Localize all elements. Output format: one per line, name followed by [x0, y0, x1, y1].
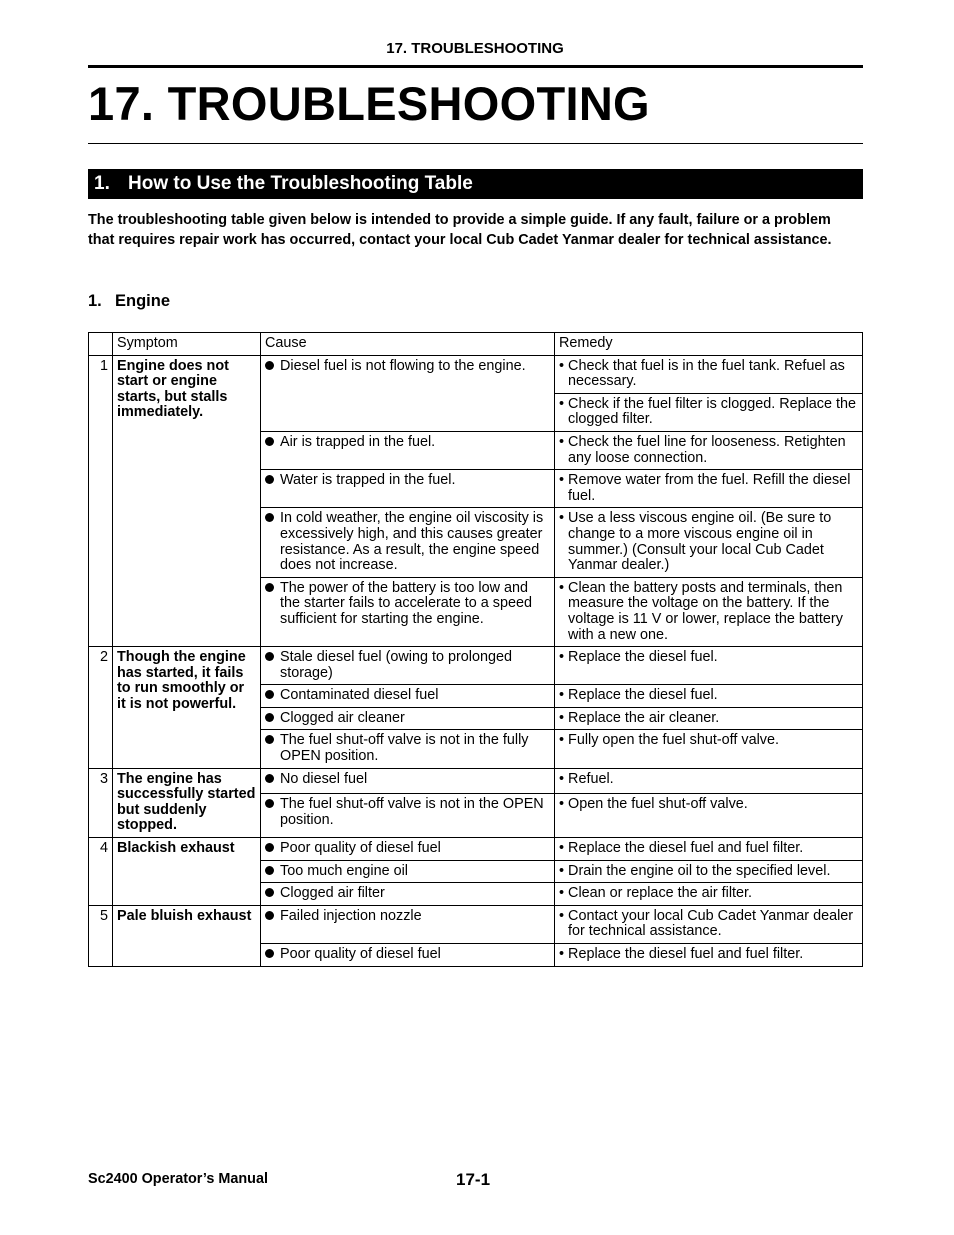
remedy-text: Clean the battery posts and terminals, then measure the voltage on the battery. If the voltage is 11 V or lower, replace the battery with a new one.: [568, 579, 843, 643]
section-title: How to Use the Troubleshooting Table: [128, 173, 473, 194]
cause-text: Clogged air filter: [280, 885, 385, 902]
remedy-cell: [555, 508, 863, 577]
remedy-cell: [555, 470, 863, 508]
remedy-text: Replace the diesel fuel and fuel filter.: [568, 840, 804, 857]
cause-text: Diesel fuel is not flowing to the engine.: [280, 357, 526, 374]
cause-item: [265, 473, 550, 489]
header-rule: [88, 65, 863, 68]
cause-cell: [261, 707, 555, 730]
remedy-text: Drain the engine oil to the specified level.: [568, 862, 831, 879]
bullet-icon: [265, 583, 274, 592]
remedy-cell: [555, 685, 863, 708]
chapter-title: 17. TROUBLESHOOTING: [88, 77, 650, 130]
remedy-cell: [555, 393, 863, 431]
remedy-cell: [555, 860, 863, 883]
remedy-cell: [555, 905, 863, 943]
bullet-icon: [265, 888, 274, 897]
cause-cell: [261, 730, 555, 768]
cause-item: [265, 435, 550, 451]
remedy-text: Contact your local Cub Cadet Yanmar dealer for technical assistance.: [568, 907, 854, 940]
cause-cell: [261, 860, 555, 883]
symptom-cell: Blackish exhaust: [113, 838, 261, 906]
remedy-item: • Replace the diesel fuel and fuel filter.: [559, 946, 804, 962]
subsection-heading: [88, 292, 170, 311]
cause-text: The power of the battery is too low and the starter fails to accelerate to a speed sufficient for starting the engine.: [280, 579, 532, 627]
header-no: [89, 333, 113, 356]
cause-cell: [261, 905, 555, 943]
header-cause: Cause: [261, 333, 555, 356]
cause-cell: [261, 508, 555, 577]
intro-paragraph: The troubleshooting table given below is intended to provide a simple guide. If any fault, failure or a problem that requires repair work has occurred, contact your local Cub Cadet Yanmar dealer for technical assistance.: [88, 212, 832, 248]
remedy-text: Fully open the fuel shut-off valve.: [568, 732, 779, 749]
cause-text: Water is trapped in the fuel.: [280, 472, 456, 489]
cause-item: [265, 688, 550, 704]
remedy-cell: [555, 577, 863, 646]
table-row: [89, 838, 863, 861]
table-row: [89, 355, 863, 393]
bullet-icon: [265, 735, 274, 744]
bullet-icon: [265, 949, 274, 958]
cause-cell: [261, 883, 555, 906]
remedy-item: • Replace the air cleaner.: [559, 709, 720, 726]
bullet-icon: [265, 799, 274, 808]
remedy-cell: [555, 355, 863, 393]
remedy-item: • Replace the diesel fuel.: [559, 687, 718, 704]
remedy-cell: [555, 431, 863, 469]
header-remedy: Remedy: [555, 333, 863, 356]
remedy-text: Open the fuel shut-off valve.: [568, 796, 748, 813]
remedy-text: Refuel.: [568, 770, 614, 787]
remedy-text: Check if the fuel filter is clogged. Replace the clogged filter.: [568, 395, 857, 428]
table-body: [89, 333, 863, 967]
cause-text: Stale diesel fuel (owing to prolonged storage): [280, 649, 512, 681]
cause-cell: [261, 431, 555, 469]
remedy-item: • Check the fuel line for looseness. Retighten any loose connection.: [559, 433, 846, 466]
table-row: [89, 647, 863, 685]
bullet-icon: [265, 911, 274, 920]
troubleshooting-table: [88, 332, 863, 967]
cause-text: No diesel fuel: [280, 770, 368, 787]
remedy-item: • Open the fuel shut-off valve.: [559, 796, 748, 813]
remedy-item: • Drain the engine oil to the specified level.: [559, 862, 831, 879]
section-heading: [88, 169, 863, 199]
cause-text: In cold weather, the engine oil viscosity is excessively high, and this causes greater resistance. As a result, the engine speed does not increase.: [280, 510, 544, 574]
cause-cell: [261, 685, 555, 708]
remedy-text: Check the fuel line for looseness. Retighten any loose connection.: [568, 433, 846, 466]
symptom-cell: Though the engine has started, it fails to run smoothly or it is not powerful.: [113, 647, 261, 769]
row-number: 4: [89, 838, 113, 906]
cause-item: [265, 886, 550, 902]
cause-text: Poor quality of diesel fuel: [280, 840, 441, 857]
remedy-item: • Refuel.: [559, 770, 614, 787]
cause-cell: [261, 768, 555, 794]
cause-cell: [261, 794, 555, 838]
remedy-item: • Remove water from the fuel. Refill the diesel fuel.: [559, 472, 851, 504]
bullet-icon: [265, 690, 274, 699]
bullet-icon: [265, 513, 274, 522]
cause-item: [265, 711, 550, 727]
table-row: [89, 768, 863, 794]
subsection-number: 1.: [88, 292, 102, 310]
cause-item: [265, 797, 550, 828]
remedy-cell: [555, 794, 863, 838]
bullet-icon: [265, 843, 274, 852]
cause-text: Contaminated diesel fuel: [280, 687, 439, 704]
cause-cell: [261, 355, 555, 431]
footer-page-number: 17-1: [456, 1170, 491, 1189]
remedy-text: Use a less viscous engine oil. (Be sure to change to a more viscous engine oil in summer.) (Consult your local Cub Cadet Yanmar dealer.): [568, 510, 832, 574]
bullet-icon: [265, 361, 274, 370]
cause-text: The fuel shut-off valve is not in the fully OPEN position.: [280, 732, 529, 765]
remedy-item: • Clean or replace the air filter.: [559, 885, 753, 902]
row-number: 3: [89, 768, 113, 837]
remedy-cell: [555, 883, 863, 906]
cause-text: Air is trapped in the fuel.: [280, 433, 436, 450]
remedy-cell: [555, 944, 863, 967]
symptom-cell: Engine does not start or engine starts, but stalls immediately.: [113, 355, 261, 647]
remedy-text: Remove water from the fuel. Refill the diesel fuel.: [568, 472, 851, 504]
running-header: 17. TROUBLESHOOTING: [386, 40, 564, 57]
cause-text: Poor quality of diesel fuel: [280, 946, 441, 962]
cause-item: [265, 864, 550, 880]
remedy-text: Replace the air cleaner.: [568, 709, 720, 726]
bullet-icon: [265, 866, 274, 875]
bullet-icon: [265, 774, 274, 783]
cause-item: [265, 841, 550, 857]
remedy-cell: [555, 768, 863, 794]
subsection-title: Engine: [115, 292, 171, 310]
cause-cell: [261, 944, 555, 967]
remedy-item: • Fully open the fuel shut-off valve.: [559, 732, 779, 749]
remedy-item: • Replace the diesel fuel and fuel filter.: [559, 840, 804, 857]
remedy-item: • Check if the fuel filter is clogged. Replace the clogged filter.: [559, 395, 857, 428]
symptom-cell: Pale bluish exhaust: [113, 905, 261, 966]
row-number: 2: [89, 647, 113, 769]
row-number: 1: [89, 355, 113, 647]
cause-item: [265, 581, 550, 628]
cause-cell: [261, 577, 555, 646]
table-row: [89, 905, 863, 943]
remedy-cell: [555, 707, 863, 730]
symptom-cell: The engine has successfully started but suddenly stopped.: [113, 768, 261, 837]
cause-item: [265, 359, 550, 375]
cause-item: [265, 909, 550, 925]
row-number: 5: [89, 905, 113, 966]
remedy-item: • Replace the diesel fuel.: [559, 649, 718, 666]
cause-text: Clogged air cleaner: [280, 709, 405, 726]
remedy-item: • Use a less viscous engine oil. (Be sure to change to a more viscous engine oil in summer.) (Consult your local Cub Cadet Yanmar dealer.): [559, 510, 832, 574]
footer-manual-name: Sc2400 Operator’s Manual: [88, 1171, 268, 1187]
cause-text: Too much engine oil: [280, 862, 408, 879]
cause-item: [265, 511, 550, 573]
remedy-item: • Check that fuel is in the fuel tank. Refuel as necessary.: [559, 357, 845, 390]
cause-item: [265, 947, 550, 963]
cause-cell: [261, 470, 555, 508]
cause-item: [265, 733, 550, 764]
remedy-text: Replace the diesel fuel.: [568, 649, 718, 666]
bullet-icon: [265, 475, 274, 484]
remedy-cell: [555, 647, 863, 685]
title-rule: [88, 143, 863, 144]
remedy-text: Replace the diesel fuel.: [568, 687, 718, 704]
remedy-cell: [555, 730, 863, 768]
remedy-text: Clean or replace the air filter.: [568, 885, 753, 902]
bullet-icon: [265, 713, 274, 722]
remedy-text: Check that fuel is in the fuel tank. Refuel as necessary.: [568, 357, 845, 390]
bullet-icon: [265, 437, 274, 446]
bullet-icon: [265, 652, 274, 661]
cause-text: The fuel shut-off valve is not in the OPEN position.: [280, 796, 544, 829]
table-header-row: [89, 333, 863, 356]
cause-cell: [261, 647, 555, 685]
remedy-cell: [555, 838, 863, 861]
remedy-text: Replace the diesel fuel and fuel filter.: [568, 946, 804, 962]
cause-item: [265, 772, 550, 788]
cause-cell: [261, 838, 555, 861]
section-number: 1.: [94, 173, 110, 194]
header-symptom: Symptom: [113, 333, 261, 356]
remedy-item: • Clean the battery posts and terminals, then measure the voltage on the battery. If the voltage is 11 V or lower, replace the battery with a new one.: [559, 579, 843, 643]
cause-item: [265, 650, 550, 681]
remedy-item: • Contact your local Cub Cadet Yanmar dealer for technical assistance.: [559, 907, 854, 940]
cause-text: Failed injection nozzle: [280, 907, 422, 924]
